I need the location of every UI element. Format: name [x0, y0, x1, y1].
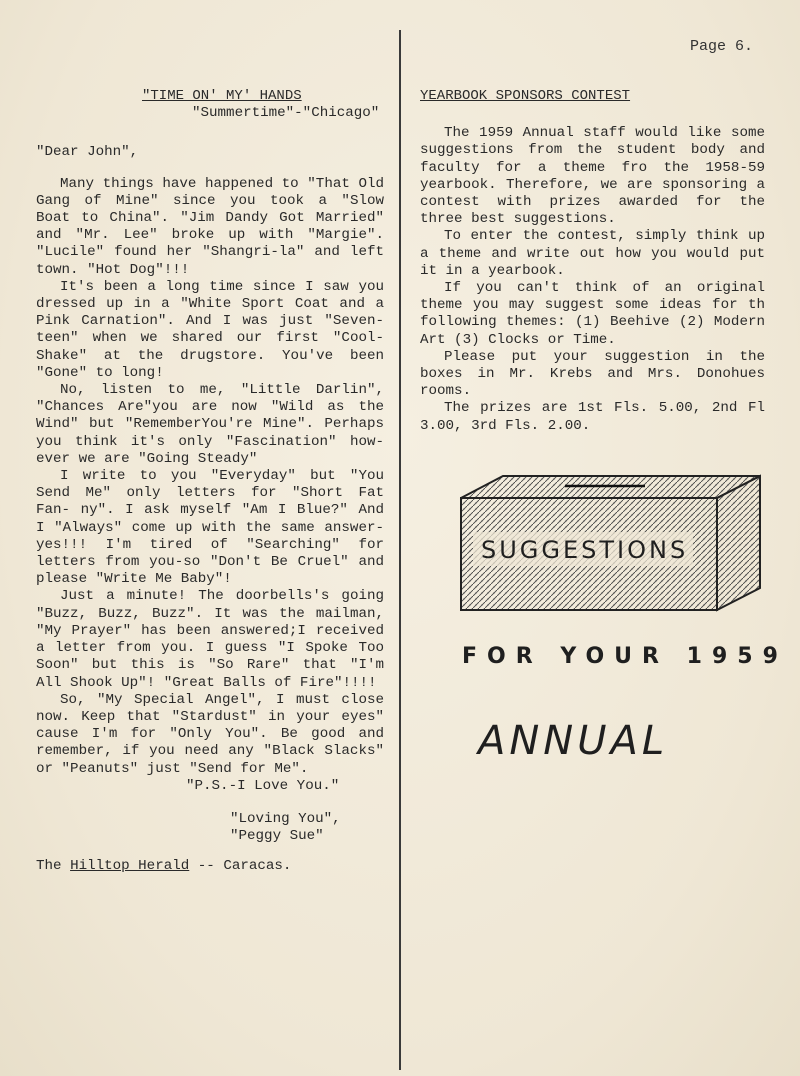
letter-closing: "Loving You", — [230, 810, 341, 827]
suggestion-box-drawing — [455, 470, 765, 620]
footer-suffix: -- Caracas. — [189, 858, 292, 874]
footer-prefix: The — [36, 858, 71, 874]
letter-paragraph: No, listen to me, "Little Darlin", "Chances Are"you are now "Wild as the Wind" but "RememberYou're Mine". Perhaps you think it's only "Fascination" how- ever we are "Going Steady" — [36, 382, 384, 467]
contest-paragraph: The prizes are 1st Fls. 5.00, 2nd Fl 3.00, 3rd Fls. 2.00. — [420, 400, 765, 434]
letter-paragraph: It's been a long time since I saw you dressed up in a "White Sport Coat and a Pink Carnation". And I was just "Seven- teen" when we shared our first "Cool- Shake" at the drugstore. You've been "Gone" to long! — [36, 278, 384, 381]
letter-paragraph: Just a minute! The doorbells's going "Buzz, Buzz, Buzz". It was the mailman, "My Prayer" has been answered;I received a letter from you. I guess "I Spoke Too Soon" but this is "So Rare" that "I'm All Shook Up"! "Great Balls of Fire"!!!! — [36, 588, 384, 691]
letter-paragraph: So, "My Special Angel", I must close now. Keep that "Stardust" in your eyes" cause I'm for "Only You". Be good and remember, if you need any "Black Slacks" or "Peanuts" just "Send for Me". — [36, 691, 384, 777]
letter-paragraph: Many things have happened to "That Old Gang of Mine" since you took a "Slow Boat to China". "Jim Dandy Got Married" and "Mr. Lee" broke up with "Margie". "Lucile" found her "Shangri-la" and left town. "Hot Dog"!!! — [36, 175, 384, 278]
contest-title: YEARBOOK SPONSORS CONTEST — [420, 88, 631, 104]
column-divider — [399, 30, 401, 1070]
contest-paragraph: If you can't think of an original theme you may suggest some ideas for th following themes: (1) Beehive (2) Modern Art (3) Clocks or Time. — [420, 280, 765, 348]
page-number: Page 6. — [690, 38, 754, 55]
letter-paragraph: I write to you "Everyday" but "You Send Me" only letters for "Short Fat Fan- ny". I ask myself "Am I Blue?" And I "Always" come up with the same answer- yes!!! I'm tired of "Searching" for letters from you-so "Don't Be Cruel" and please "Write Me Baby"! — [36, 468, 384, 588]
right-column — [420, 88, 765, 435]
letter-signature: "Peggy Sue" — [230, 828, 324, 845]
contest-paragraph: Please put your suggestion in the boxes in Mr. Krebs and Mrs. Donohues rooms. — [420, 348, 765, 400]
contest-paragraph: The 1959 Annual staff would like some suggestions from the student body and faculty for a theme fro the 1958-59 yearbook. Therefore, we are sponsoring a contest with prizes awarded for the three best suggestions. — [420, 125, 765, 228]
article-subtitle: "Summertime"-"Chicago" — [192, 105, 380, 122]
left-column — [36, 88, 384, 845]
publication-footer — [36, 858, 291, 874]
handwritten-annual: ANNUAL — [478, 718, 669, 764]
handwritten-for-your-year: FOR YOUR 1959 — [462, 644, 788, 669]
publication-name: Hilltop Herald — [70, 858, 190, 874]
box-label: SUGGESTIONS — [481, 536, 689, 564]
contest-paragraph: To enter the contest, simply think up a theme and write out how you would put it in a yearbook. — [420, 228, 765, 279]
contest-body — [420, 125, 765, 435]
article-title: "TIME ON' MY' HANDS — [142, 88, 302, 104]
letter-salutation: "Dear John", — [36, 144, 139, 161]
letter-postscript: "P.S.-I Love You." — [186, 777, 340, 794]
